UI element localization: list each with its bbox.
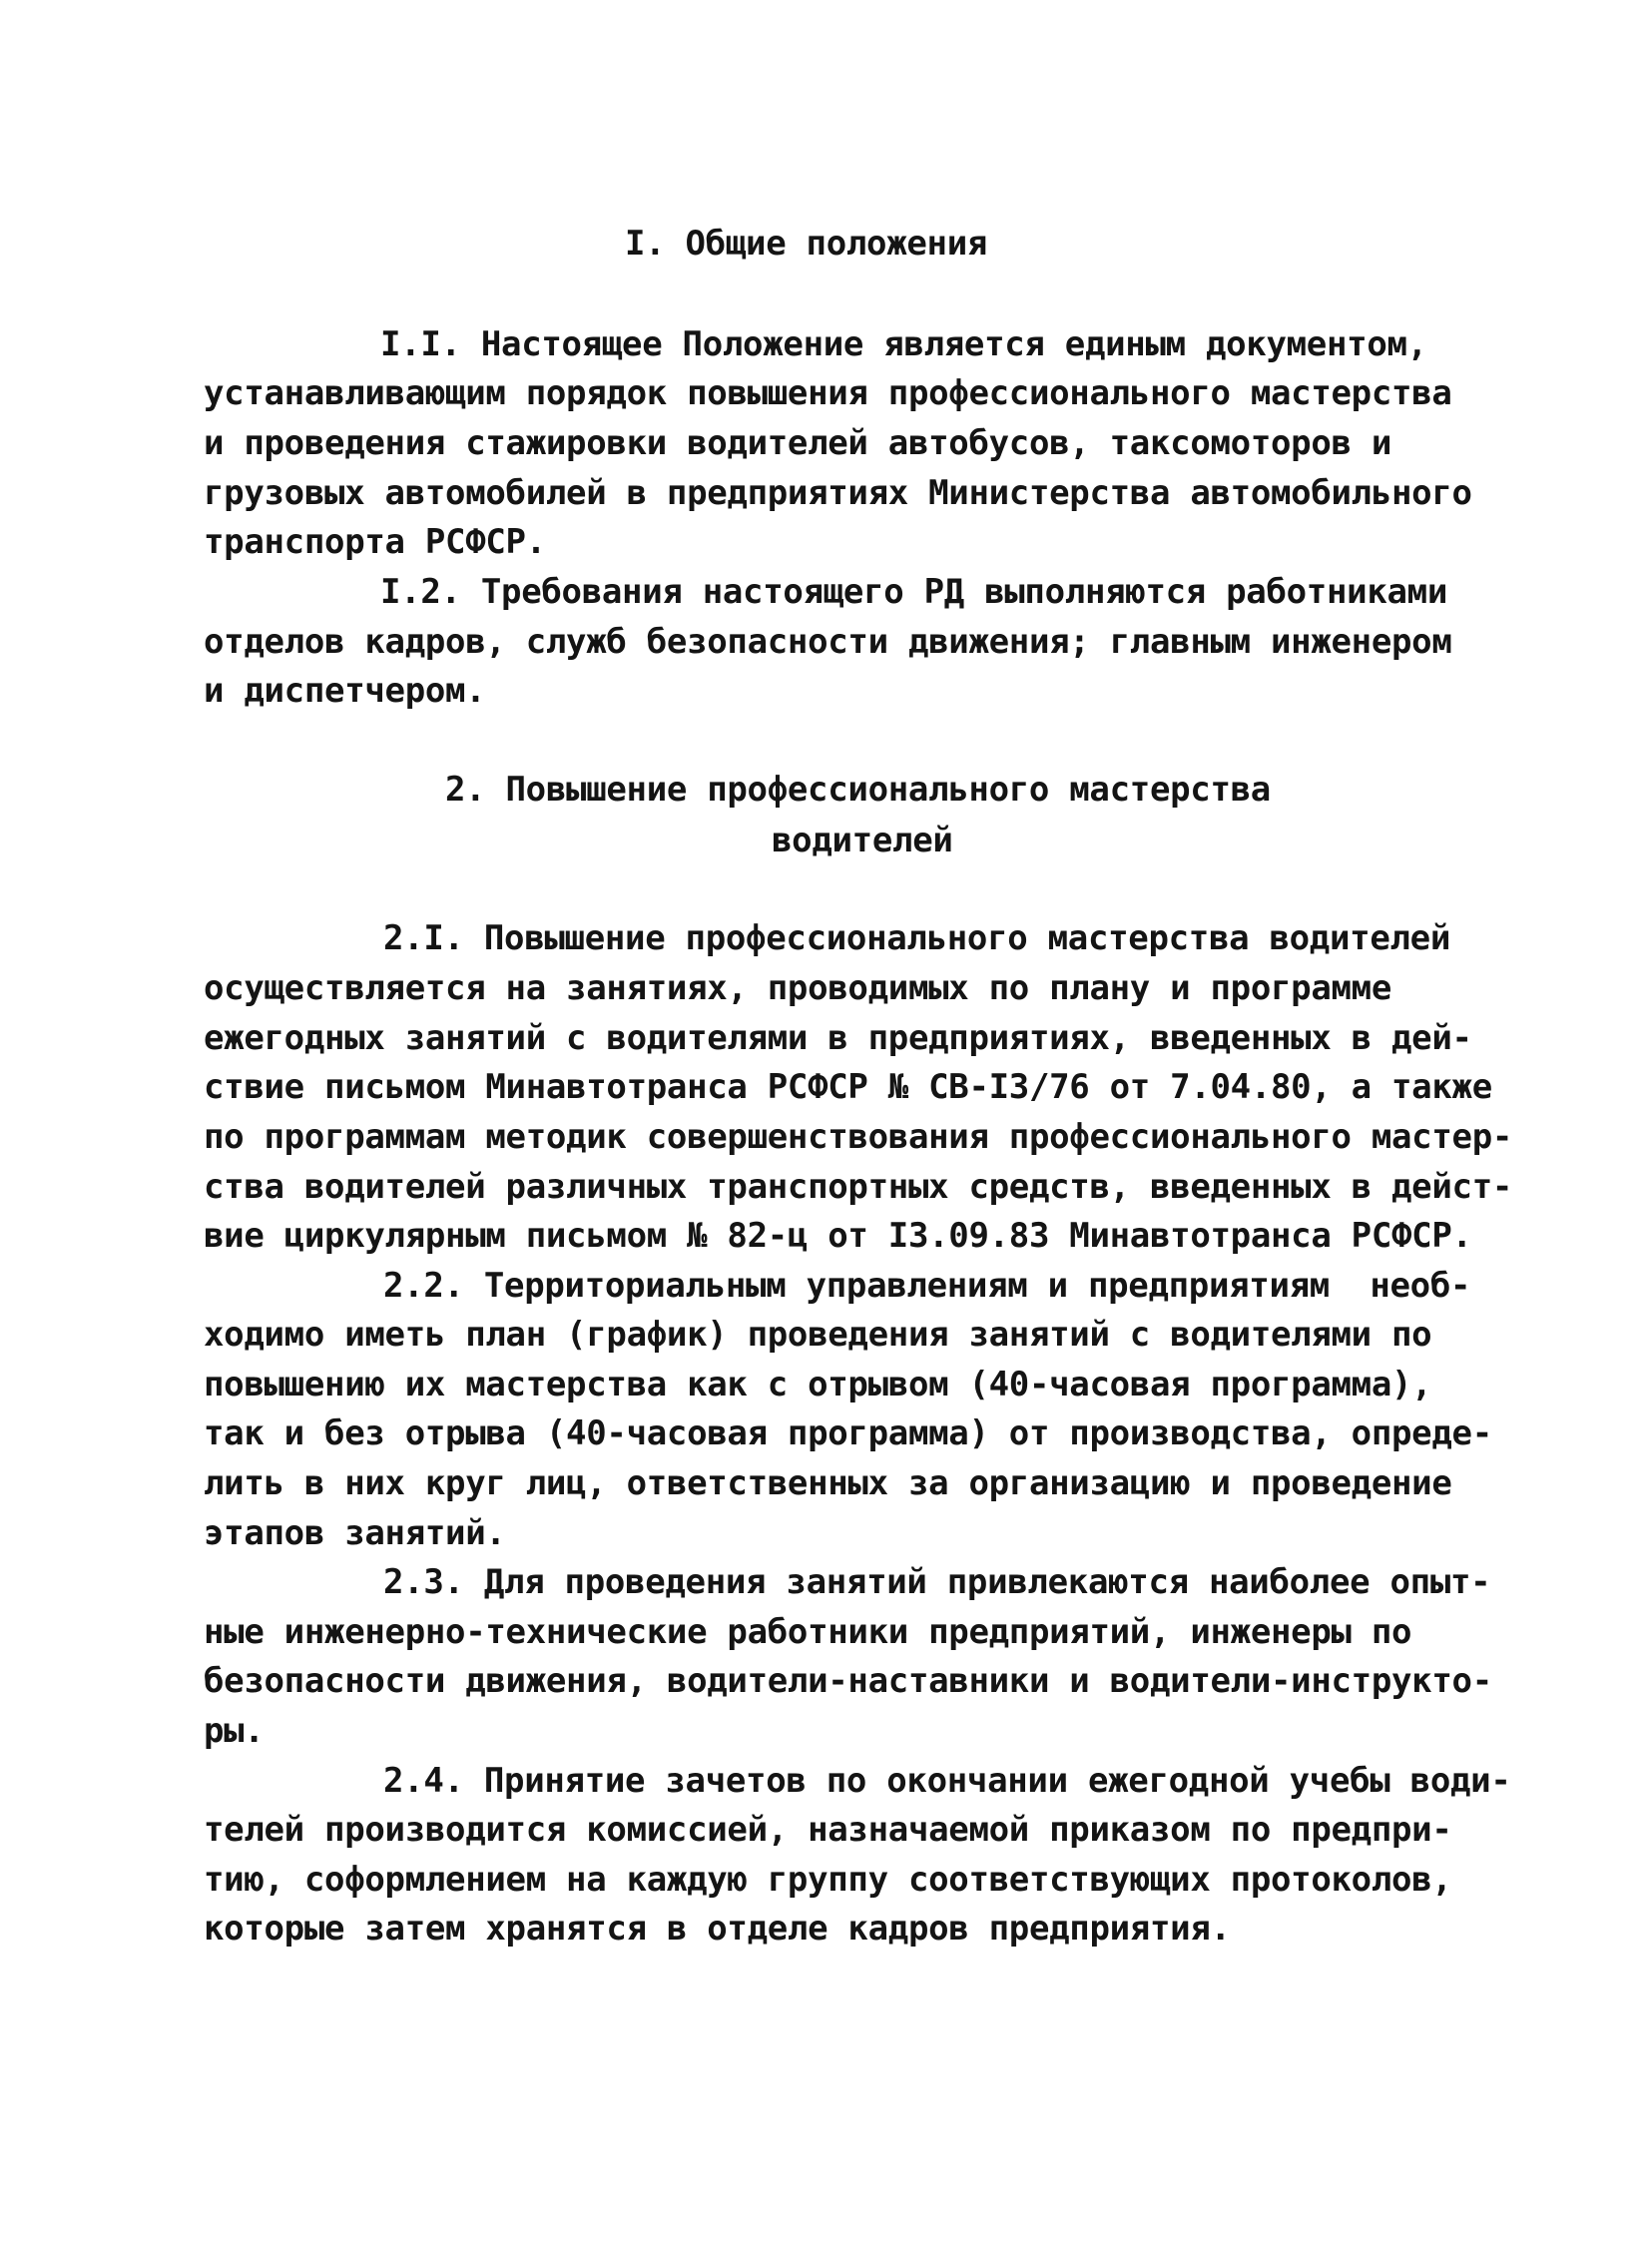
paragraph-line: ежегодных занятий с водителями в предприятиях, введенных в дей- (204, 1018, 1472, 1058)
section-2-title: 2. Повышение профессионального мастерства (445, 770, 1271, 810)
paragraph-line: 2.3. Для проведения занятий привлекаются наиболее опыт- (383, 1562, 1491, 1602)
paragraph-line: так и без отрыва (40-часовая программа) от производства, опреде- (204, 1413, 1492, 1453)
paragraph-line: транспорта РСФСР. (204, 522, 546, 562)
paragraph-line: и проведения стажировки водителей автобусов, таксомоторов и (204, 423, 1392, 463)
paragraph-line: отделов кадров, служб безопасности движения; главным инженером (204, 622, 1452, 662)
paragraph-line: ры. (204, 1711, 265, 1751)
paragraph-line: грузовых автомобилей в предприятиях Министерства автомобильного (204, 473, 1472, 513)
paragraph-line: телей производится комиссией, назначаемой приказом по предпри- (204, 1810, 1452, 1850)
paragraph-line: по программам методик совершенствования профессионального мастер- (204, 1117, 1513, 1157)
paragraph-line: 2.4. Принятие зачетов по окончании ежегодной учебы води- (383, 1761, 1511, 1801)
section-1-title: I. Общие положения (625, 224, 988, 264)
paragraph-line: тию, соформлением на каждую группу соответствующих протоколов, (204, 1860, 1452, 1900)
paragraph-line: этапов занятий. (204, 1513, 506, 1553)
paragraph-line: ствие письмом Минавтотранса РСФСР № СВ-I3/76 от 7.04.80, а также (204, 1067, 1492, 1107)
paragraph-line: 2.I. Повышение профессионального мастерства водителей (383, 918, 1450, 958)
paragraph-line: I.2. Требования настоящего РД выполняются работниками (380, 572, 1447, 612)
paragraph-line: вие циркулярным письмом № 82-ц от I3.09.83 Минавтотранса РСФСР. (204, 1216, 1472, 1256)
paragraph-line: безопасности движения, водители-наставники и водители-инструкто- (204, 1661, 1492, 1701)
paragraph-line: и диспетчером. (204, 671, 486, 711)
paragraph-line: I.I. Настоящее Положение является единым документом, (380, 324, 1427, 364)
section-2-title-continued: водителей (772, 821, 953, 860)
paragraph-line: осуществляется на занятиях, проводимых по плану и программе (204, 968, 1392, 1008)
paragraph-line: ные инженерно-технические работники предприятий, инженеры по (204, 1612, 1412, 1652)
paragraph-line: устанавливающим порядок повышения профессионального мастерства (204, 373, 1452, 413)
paragraph-line: лить в них круг лиц, ответственных за организацию и проведение (204, 1463, 1452, 1503)
paragraph-line: ходимо иметь план (график) проведения занятий с водителями по (204, 1315, 1432, 1355)
paragraph-line: которые затем хранятся в отделе кадров предприятия. (204, 1909, 1231, 1949)
paragraph-line: повышению их мастерства как с отрывом (40-часовая программа), (204, 1365, 1432, 1404)
paragraph-line: 2.2. Территориальным управлениям и предприятиям необ- (383, 1266, 1471, 1306)
paragraph-line: ства водителей различных транспортных средств, введенных в дейст- (204, 1167, 1513, 1207)
